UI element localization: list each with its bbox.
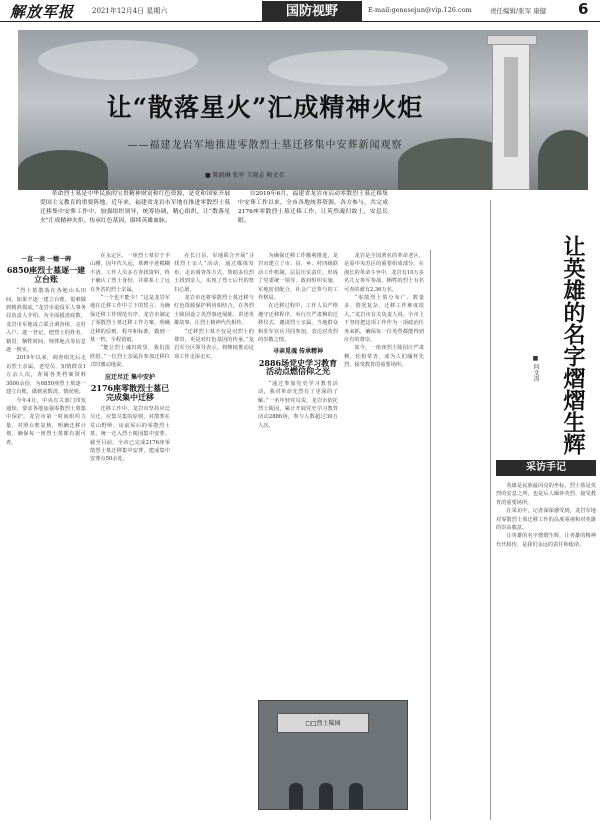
paragraph: 为确保迁移工作顺利推进，龙岩市建立了市、县、乡、村四级联动工作机制，层层压实责任，形成了党委统一领导、政府组织实施、军地密切配合、社会广泛参与的工作格局。 [258, 253, 338, 302]
paragraph: 在迁移过程中，工作人员严格遵守迁移程序，举行庄严肃穆的迁移仪式，邀请烈士亲属、当地群众和驻军官兵共同参加，表达对英烈的崇敬之情。 [258, 303, 338, 344]
lead-paragraph-right [238, 190, 388, 250]
subheading-block [90, 374, 170, 401]
paragraph: “通过参加党史学习教育活动，我对革命先烈有了更深的了解。”一名年轻党员说。龙岩市依托烈士陵园，累计开展党史学习教育活动2886场，参与人数超过30万人次。 [258, 380, 338, 429]
monument-inscription [504, 57, 518, 157]
newspaper-logo: 解放军报 [10, 3, 75, 21]
paragraph: “零散烈士墓分布广、数量多、情况复杂，迁移工作难度很大。”龙岩市有关负责人说，全市上下坚持把这项工作作为一项政治任务来抓，确保每一位英烈都能得到应有的尊崇。 [344, 295, 424, 344]
commentary-title: 让英雄的名字熠熠生辉 [560, 235, 586, 455]
issue-date: 2021年12月4日 星期六 [92, 7, 168, 15]
cemetery-sign-text: □□烈士陵园 [305, 720, 341, 727]
article-subtitle: ——福建龙岩军地推进零散烈士墓迁移集中安葬新闻观察 [127, 140, 403, 151]
section-title: 国防视野 [262, 1, 362, 22]
cemetery-photo [258, 700, 408, 810]
cloud-shape [38, 40, 198, 80]
article-title: 让“散落星火”汇成精神火炬 [106, 93, 424, 122]
paragraph: 今年4月，中央有关部门印发通知，要求各地加强零散烈士墓集中保护。龙岩市第一时间组织力量，对照台账复核，明确迁移计划，确保每一座烈士墓都有据可查。 [6, 397, 86, 446]
paragraph: 龙岩市还将零散烈士墓迁移与红色资源保护利用相结合，在各烈士陵园设立英烈事迹展陈，讲述英雄故事，让烈士精神代代相传。 [174, 295, 254, 327]
editor-credits: 责任编辑/张军 康健 [490, 7, 547, 15]
person-figure [289, 783, 303, 809]
paragraph: 英雄是民族最闪亮的坐标。烈士墓是英烈的安息之所，也是后人缅怀英烈、接受教育的重要场所。 [496, 483, 596, 506]
subheading-block [258, 348, 338, 375]
subheading-kicker: 一直一表 一穗一碑 [20, 256, 72, 263]
headline-block [55, 88, 475, 151]
subheading-main: 2176座零散烈士墓已完成集中迁移 [90, 383, 170, 402]
interview-notes-text: 采访手记 [526, 462, 566, 473]
tree-silhouette [18, 150, 108, 190]
person-figure [349, 783, 363, 809]
monument-image [492, 42, 530, 190]
contact-email: E-mail:genesejun@vip.126.com [368, 6, 472, 14]
cemetery-sign [277, 713, 369, 733]
column-rule [490, 200, 491, 820]
cloud-shape [268, 50, 448, 86]
paragraph: “能让烈士魂归故里，我们很欣慰。”一位烈士亲属在参加迁移仪式时激动地说。 [90, 345, 170, 369]
subheading-main: 2886场党史学习教育活动点燃信仰之光 [258, 357, 338, 377]
lead-text: 革命烈士墓是中华民族的宝贵精神财富和红色资源，是党和国家开展爱国主义教育的重要阵地。近年来，福建省龙岩市军地在推进零散烈士墓迁移集中安葬工作中，加强组织领导，统筹协调，精心组织，让“散落星火”汇成精神火炬，传承红色基因，赓续英雄血脉。 [40, 191, 230, 224]
subheading-kicker: 应迁尽迁 集中安护 [104, 373, 156, 381]
article-column-2 [90, 252, 170, 812]
paragraph: 如今，一座座烈士陵园庄严肃穆，松柏常青，成为人们缅怀先烈、接受教育的重要场所。 [344, 345, 424, 369]
tree-silhouette [538, 130, 588, 190]
person-figure [319, 783, 333, 809]
masthead [0, 0, 600, 22]
paragraph: “一个也不能少！”这是龙岩军地在迁移工作中立下的誓言。为确保迁移工作规范有序，龙岩市制定了零散烈士墓迁移工作方案，明确迁移的原则、程序和标准，做到一墓一档，全程留痕。 [90, 295, 170, 344]
paragraph: 龙岩是全国著名的革命老区，是原中央苏区的重要组成部分。在漫长的革命斗争中，龙岩有10万多名儿女参军参战，牺牲的烈士有名可查的就有2.36万名。 [344, 253, 424, 293]
interview-notes-body [496, 482, 596, 549]
article-byline: ■ 陈晓琳 张军 王晓志 赖文君 [205, 172, 285, 179]
paragraph: “迁移烈士墓不仅是对烈士的尊崇，更是对红色基因的传承。”龙岩军分区领导表示，将继续推动这项工作走深走实。 [174, 328, 254, 360]
column-rule [430, 250, 431, 820]
interview-notes-label [496, 460, 596, 476]
lead-paragraph-left [40, 190, 230, 250]
subheading-block [6, 256, 86, 283]
subheading-main: 6850座烈士墓逐一建立台账 [6, 265, 86, 284]
paragraph: 2019年以来，调查组先后走访烈士亲属、老党员、知情群众1万余人次，查阅各类档案资料3000余份，为6850座烈士墓逐一建立台账，做到底数清、情况明。 [6, 355, 86, 396]
page-number: 6 [578, 0, 589, 18]
article-column-1 [6, 252, 86, 802]
paragraph: 在长汀县，军地联合开展“寻找烈士亲人”活动，通过媒体发布、走访调查等方式，帮助多位烈士找到亲人，实现了烈士后代的祭扫心愿。 [174, 253, 254, 293]
paragraph: 在采访中，记者深深感受到，龙岩军地对零散烈士墓迁移工作的高度重视和对英雄的崇高敬意。 [496, 508, 596, 532]
commentary-byline: ■ 何文涛 [532, 355, 539, 382]
paragraph: “烈士墓散落在各地山头田间，如果不逐一建立台账，很难做到精准摸底。”龙岩市退役军人事务局负责人介绍。为全面摸清底数，龙岩市军地成立联合调查组，走村入户，逐一登记，把烈士的姓名、籍贯、牺牲时间、埋葬地点等信息逐一核实。 [6, 288, 86, 354]
subheading-kicker: 寻亲觅魂 传承精神 [272, 348, 324, 356]
article-column-3 [174, 252, 254, 812]
paragraph: 让英雄的名字熠熠生辉，让英雄的精神代代相传，是我们永远的责任和使命。 [496, 533, 596, 548]
monument-cap [487, 35, 537, 45]
paragraph: 迁移工作中，龙岩市坚持应迁尽迁、应集尽集的原则，对散葬在荒山野岭、房前屋后的零散烈士墓，统一迁入烈士陵园集中安葬。截至目前，全市已完成2176座零散烈士墓迁移集中安葬，建成集中安葬点50余处。 [90, 405, 170, 463]
paragraph: 在永定区，一座烈士墓位于半山腰，因年代久远，墓碑字迹模糊不清。工作人员多方查找资料，终于确认了烈士身份，并联系上了远在外省的烈士亲属。 [90, 253, 170, 293]
lead-text-2: 自2019年6月，福建省龙岩市启动零散烈士墓迁移集中安葬工作以来，全市各地统筹资源，各方参与，共完成2176座零散烈士墓迁移工作，让英烈魂归故土，安息长眠。 [238, 191, 388, 224]
